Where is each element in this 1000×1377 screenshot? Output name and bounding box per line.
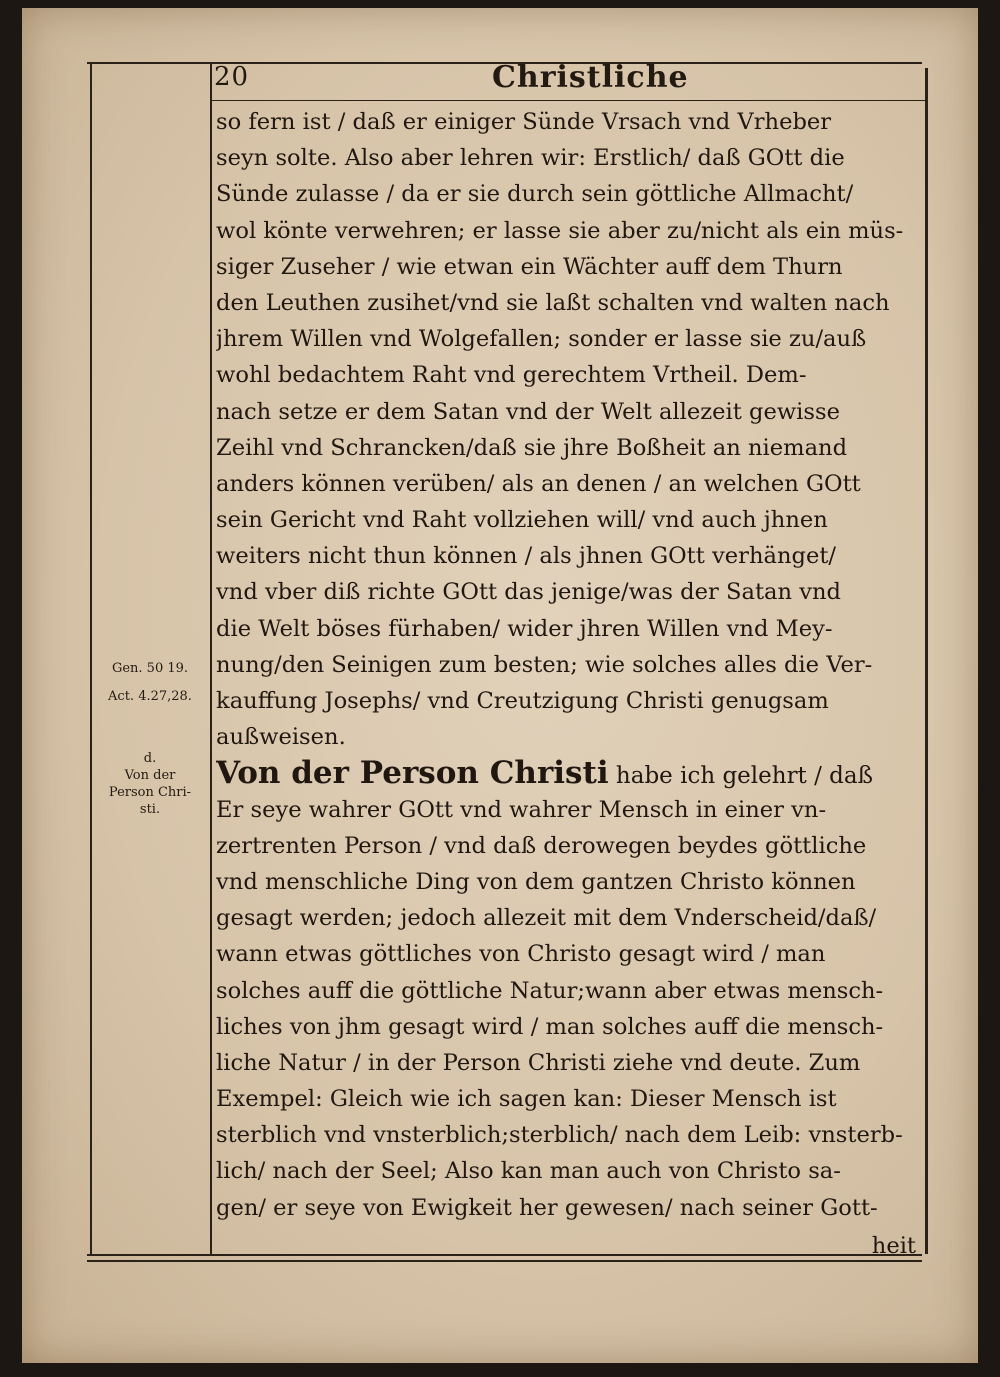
text-line: liche Natur / in der Person Christi ziehe vnd deute. Zum — [216, 1049, 861, 1076]
text-line: außweisen. — [216, 724, 346, 751]
text-line: wohl bedachtem Raht vnd gerechtem Vrtheil. Dem- — [216, 362, 807, 389]
text-line: gen/ er seye von Ewigkeit her gewesen/ nach seiner Gott- — [216, 1194, 878, 1221]
margin-note-genesis: Gen. 50 19. — [111, 661, 189, 676]
text-line: anders können verüben/ als an denen / an welchen GOtt — [216, 470, 861, 497]
left-margin-rule — [90, 62, 92, 1256]
text-line: sterblich vnd vnsterblich;sterblich/ nach dem Leib: vnsterb- — [216, 1122, 903, 1149]
margin-note-line: Person Chri- — [108, 785, 192, 800]
margin-note-line: sti. — [139, 802, 161, 817]
text-line: liches von jhm gesagt wird / man solches auff die mensch- — [216, 1013, 884, 1040]
text-line: lich/ nach der Seel; Also kan man auch von Christo sa- — [216, 1158, 841, 1185]
book-page — [22, 8, 978, 1363]
text-line: sein Gericht vnd Raht vollziehen will/ vnd auch jhnen — [216, 507, 828, 534]
text-line: Sünde zulasse / da er sie durch sein göttliche Allmacht/ — [216, 181, 854, 208]
margin-note-line: Von der — [124, 768, 176, 783]
text-line: siger Zuseher / wie etwan ein Wächter auff dem Thurn — [216, 253, 843, 280]
page-number: 20 — [214, 62, 250, 92]
heading-continuation: habe ich gelehrt / daß — [608, 763, 873, 790]
text-line: nung/den Seinigen zum besten; wie solches alles die Ver- — [216, 651, 873, 678]
right-margin-rule — [925, 68, 928, 1254]
text-line: vnd menschliche Ding von dem gantzen Christo können — [216, 868, 856, 895]
text-line: vnd vber diß richte GOtt das jenige/was der Satan vnd — [216, 579, 842, 606]
section-heading-line — [216, 755, 922, 791]
text-line: Er seye wahrer GOtt vnd wahrer Mensch in einer vn- — [216, 796, 827, 823]
text-line: jhrem Willen vnd Wolgefallen; sonder er lasse sie zu/auß — [216, 326, 867, 353]
text-line: kauffung Josephs/ vnd Creutzigung Christi genugsam — [216, 688, 829, 714]
marginalia-divider-rule — [210, 62, 212, 1256]
text-line: die Welt böses fürhaben/ wider jhren Willen vnd Mey- — [216, 615, 833, 642]
text-line: solches auff die göttliche Natur;wann aber etwas mensch- — [216, 977, 884, 1004]
section-heading: Von der Person Christi — [216, 755, 609, 792]
text-line: wann etwas göttliches von Christo gesagt wird / man — [216, 941, 826, 968]
text-line: weiters nicht thun können / als jhnen GOtt verhänget/ — [216, 543, 837, 570]
text-line: seyn solte. Also aber lehren wir: Erstlich/ daß GOtt die — [216, 145, 845, 172]
body-text — [216, 104, 922, 1264]
text-line: so fern ist / daß er einiger Sünde Vrsach vnd Vrheber — [216, 109, 832, 135]
header-rule — [210, 100, 925, 101]
margin-note-section-d — [92, 750, 208, 818]
text-line: wol könte verwehren; er lasse sie aber zu/nicht als ein müs- — [216, 217, 904, 244]
text-line: gesagt werden; jedoch allezeit mit dem Vnderscheid/daß/ — [216, 905, 877, 932]
text-line: Exempel: Gleich wie ich sagen kan: Dieser Mensch ist — [216, 1086, 837, 1113]
margin-note-letter: d. — [143, 751, 157, 766]
running-title: Christliche — [492, 60, 689, 95]
text-line: Zeihl vnd Schrancken/daß sie jhre Boßheit an niemand — [216, 434, 848, 461]
text-line: nach setze er dem Satan vnd der Welt allezeit gewisse — [216, 398, 840, 425]
text-line: den Leuthen zusihet/vnd sie laßt schalten vnd walten nach — [216, 289, 890, 316]
text-line: zertrenten Person / vnd daß derowegen beydes göttliche — [216, 832, 867, 859]
catchword: heit — [871, 1232, 916, 1259]
margin-note-acts: Act. 4.27,28. — [108, 689, 192, 704]
